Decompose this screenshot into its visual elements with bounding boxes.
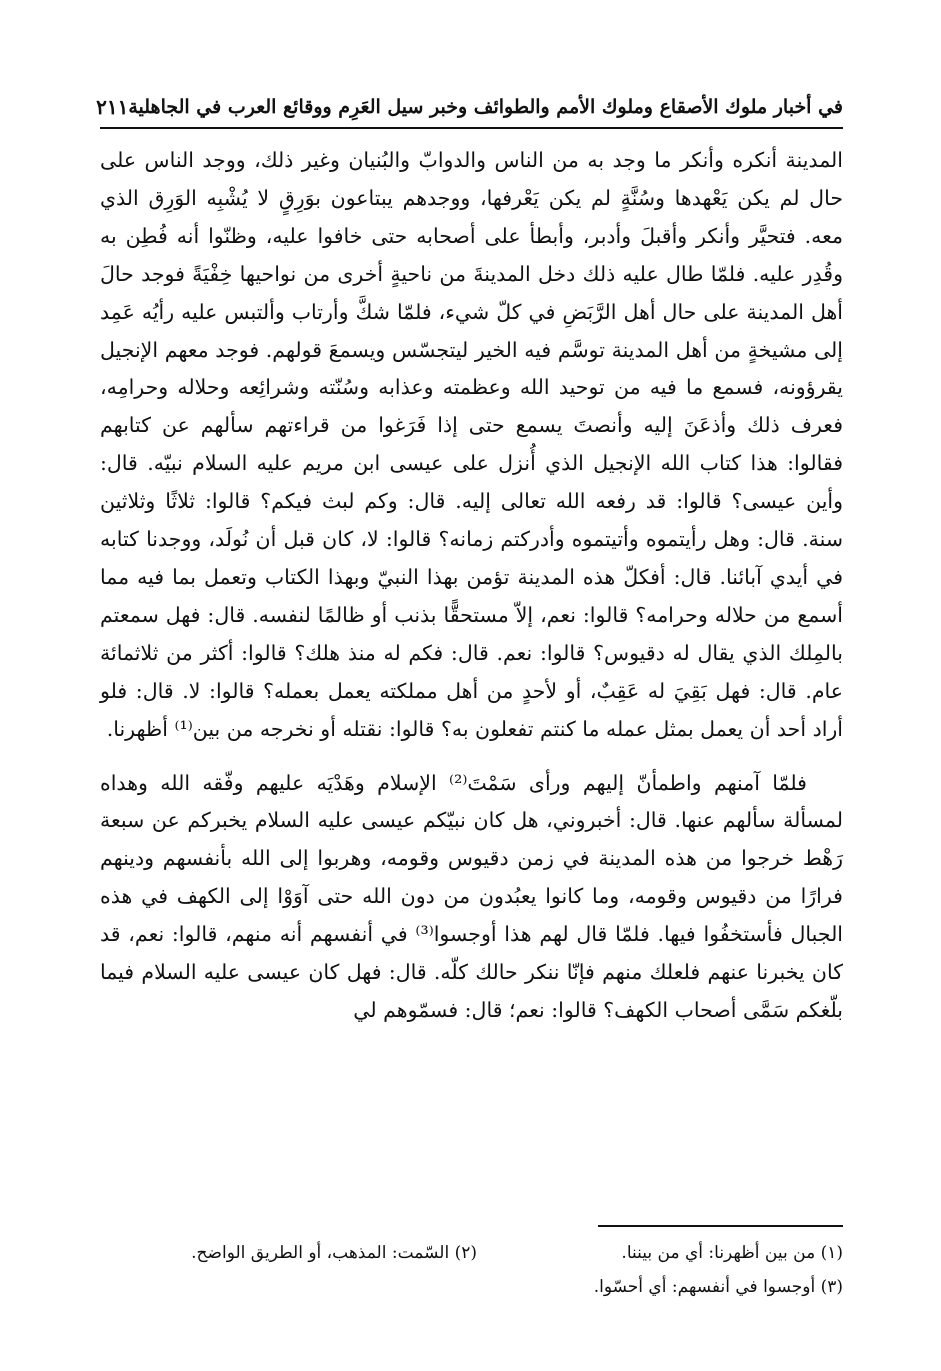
running-header-title: في أخبار ملوك الأصقاع وملوك الأمم والطوائف وخبر سيل العَرِم ووقائع العرب في الجاهلية	[128, 96, 843, 118]
footnote-2: (٢) السّمت: المذهب، أو الطريق الواضح.	[191, 1243, 477, 1263]
paragraph: فلمّا آمنهم واطمأنّ إليهم ورأى سَمْتَ⁽²⁾ الإسلام وهَدْيَه عليهم وفّقه الله وهداه لمسألة سألهم عنها. قال: أخبروني، هل كان نبيّكم عيسى عليه السلام يخبركم عن سبعة رَهْط خرجوا من هذه المدينة في زمن دقيوس وقومه، وهربوا إلى الله بأنفسهم ودينهم فرارًا من دقيوس وقومه، وما كانوا يعبُدون من دون الله حتى آوَوْا إلى الكهف في هذه الجبال فأستخفُوا فيها. فلمّا قال لهم هذا أوجسوا⁽³⁾ في أنفسهم أنه منهم، قالوا: نعم، قد كان يخبرنا عنهم فلعلك منهم فإنّا ننكر حالك كلّه. قال: فهل كان عيسى عليه السلام فيما بلّغكم سَمَّى أصحاب الكهف؟ قالوا: نعم؛ قال: فسمّوهم لي	[100, 770, 844, 1022]
page-number: ٢١١	[96, 95, 129, 119]
footnote-3: (٣) أوجسوا في أنفسهم: أي أحسّوا.	[593, 1277, 843, 1297]
body-text	[100, 142, 843, 1030]
running-header	[96, 90, 843, 129]
footnote-row	[100, 1236, 843, 1270]
footnote-separator	[598, 1225, 843, 1227]
footnote-row	[100, 1270, 843, 1304]
footnote-1: (١) من بين أظهرنا: أي من بيننا.	[621, 1243, 843, 1263]
footnotes	[100, 1236, 843, 1304]
paragraph: المدينة أنكره وأنكر ما وجد به من الناس والدوابّ والبُنيان وغير ذلك، ووجد الناس على حال لم يكن يَعْهدها وسُنَّةٍ لم يكن يَعْرفها، ووجدهم يبتاعون بوَرِقٍ لا يُشْبِه الوَرِق الذي معه. فتحيَّر وأنكر وأقبلَ وأدبر، وأبطأ على أصحابه حتى خافوا عليه، وظنّوا أنه فُطِن به وقُدِر عليه. فلمّا طال عليه ذلك دخل المدينةَ من ناحيةٍ أخرى من نواحيها خِفْيَةً فوجد حالَ أهل المدينة على حال أهل الرَّبَضِ في كلّ شيء، فلمّا شكَّ وأرتاب وألتبس عليه رأيُه عَمِد إلى مشيخةٍ من أهل المدينة توسَّم فيه الخير ليتجسّس ويسمعَ قولهم. فوجد معهم الإنجيل يقرؤونه، فسمع ما فيه من توحيد الله وعظمته وعذابه وسُنّته وشرائِعه وحلاله وحرامِه، فعرف ذلك وأذعَنَ إليه وأنصتَ يسمع حتى إذا فَرَغوا من قراءتهم سألهم عن كتابهم فقالوا: هذا كتاب الله الإنجيل الذي أُنزل على عيسى ابن مريم عليه السلام نبيّه. قال: وأين عيسى؟ قالوا: قد رفعه الله تعالى إليه. قال: وكم لبث فيكم؟ قالوا: ثلاثًا وثلاثين سنة. قال: وهل رأيتموه وأتيتموه وأدركتم زمانه؟ قالوا: لا، كان قبل أن نُولَد، ووجدنا كتابه في أيدي آبائنا. قال: أفكلّ هذه المدينة تؤمن بهذا النبيّ وبهذا الكتاب وتعمل بما فيه مما أسمع من حلاله وحرامه؟ قالوا: نعم، إلاّ مستحقًّا بذنب أو ظالمًا لنفسه. قال: فهل سمعتم بالمِلك الذي يقال له دقيوس؟ قالوا: نعم. قال: فكم له منذ هلك؟ قالوا: أكثر من ثلاثمائة عام. قال: فهل بَقِيَ له عَقِبٌ، أو لأحدٍ من أهل مملكته يعمل بعمله؟ قالوا: لا. قال: فلو أراد أحد أن يعمل بمثل عمله ما كنتم تفعلون به؟ قالوا: نقتله أو نخرجه من بين⁽¹⁾ أظهرنا.	[100, 148, 843, 741]
